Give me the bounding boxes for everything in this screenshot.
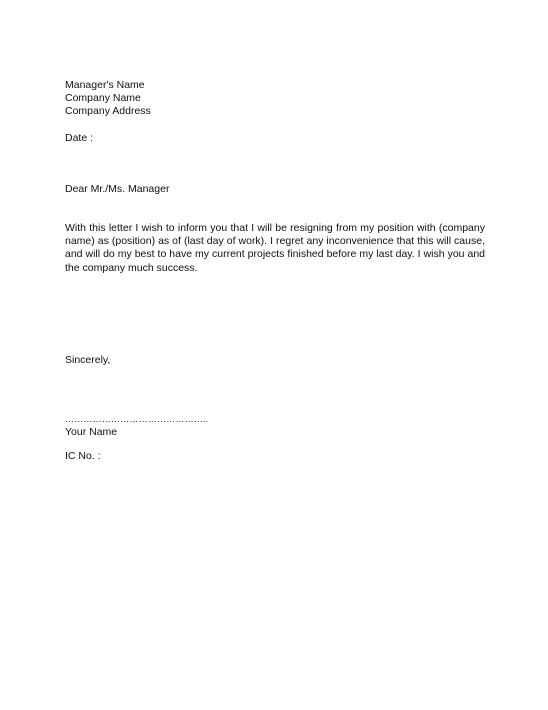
letter-body: With this letter I wish to inform you that I will be resigning from my position with (company name) as (position) as of (last day of work). I regret any inconvenience that this will cause, and will do my best to have my current projects finished before my last day. I wish you and the company much success. [65,222,485,274]
manager-name: Manager's Name [65,79,145,91]
signature-name: Your Name [65,426,118,438]
date-label: Date : [65,132,94,144]
signature-line: ……………………………………….. [65,414,209,424]
salutation: Dear Mr./Ms. Manager [65,183,170,195]
company-address: Company Address [65,105,151,117]
company-name: Company Name [65,92,141,104]
ic-number-label: IC No. : [65,450,101,462]
closing: Sincerely, [65,354,111,366]
